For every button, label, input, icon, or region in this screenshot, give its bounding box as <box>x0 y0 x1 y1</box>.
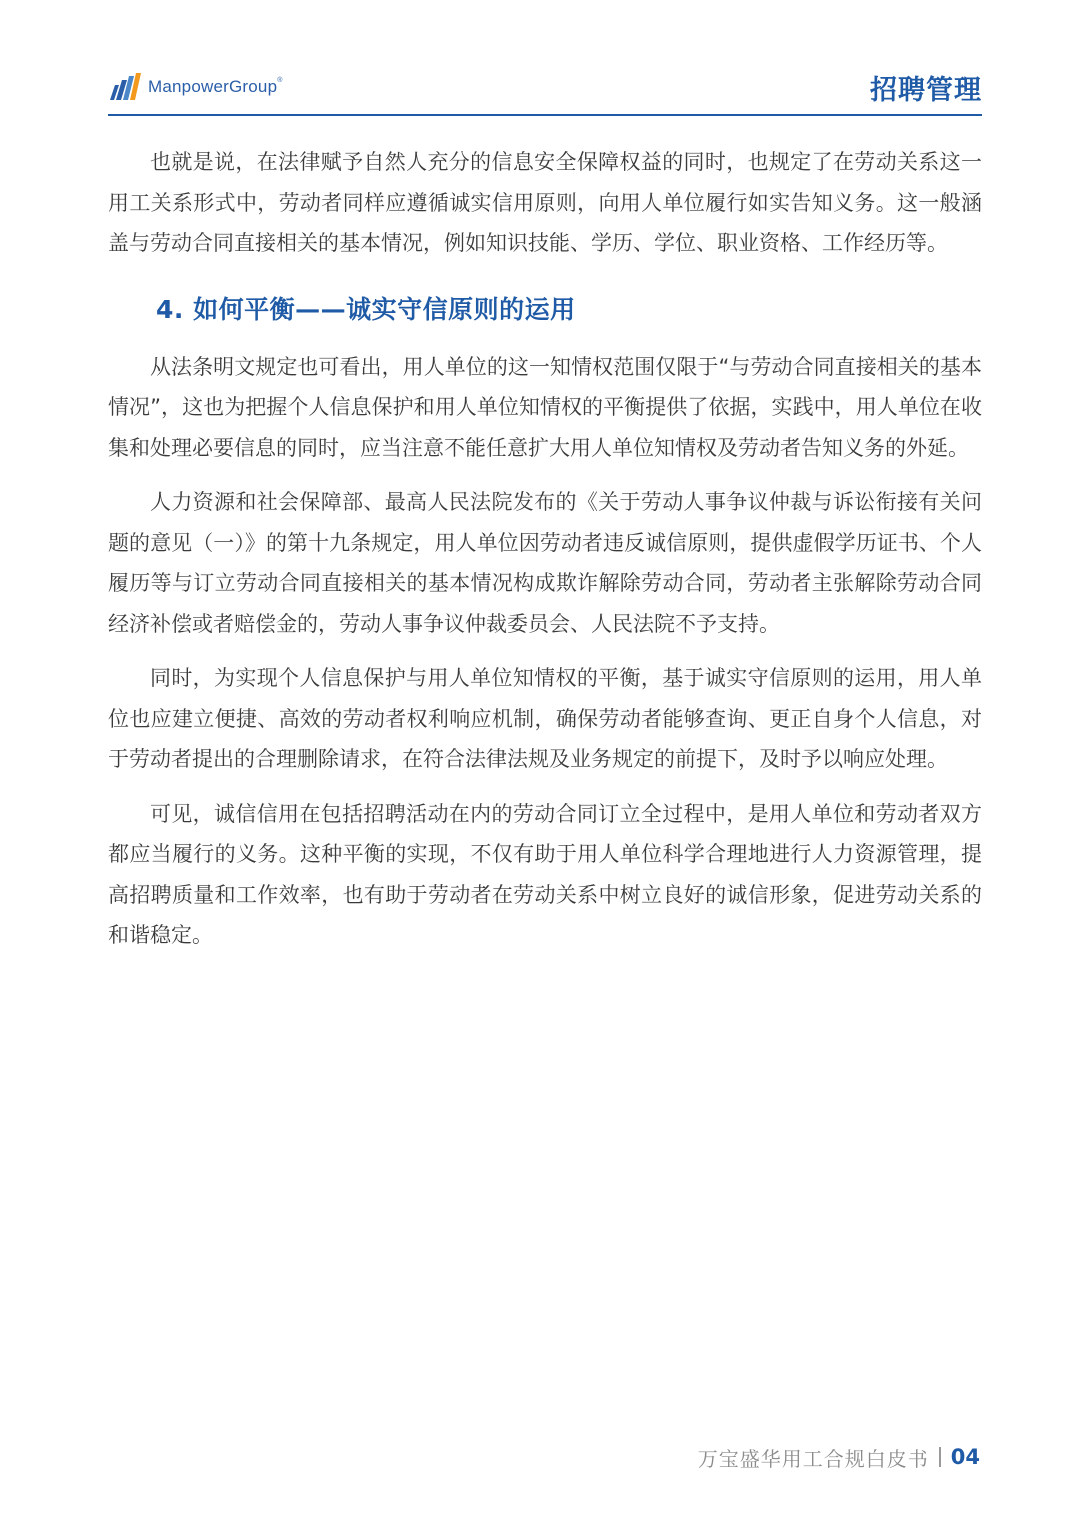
section-heading: 4. 如何平衡——诚实守信原则的运用 <box>156 294 576 324</box>
page-body <box>108 142 982 970</box>
footer-doc-title: 万宝盛华用工合规白皮书 <box>697 1446 929 1471</box>
logo-wordmark: ManpowerGroup® <box>148 77 283 96</box>
manpowergroup-logo <box>108 70 283 104</box>
body-paragraph-4: 同时，为实现个人信息保护与用人单位知情权的平衡，基于诚实守信原则的运用，用人单位也应建立便捷、高效的劳动者权利响应机制，确保劳动者能够查询、更正自身个人信息，对于劳动者提出的合理删除请求，在符合法律法规及业务规定的前提下，及时予以响应处理。 <box>108 666 982 771</box>
page-header <box>108 62 982 116</box>
body-paragraph-1: 也就是说，在法律赋予自然人充分的信息安全保障权益的同时，也规定了在劳动关系这一用工关系形式中，劳动者同样应遵循诚实信用原则，向用人单位履行如实告知义务。这一般涵盖与劳动合同直接相关的基本情况，例如知识技能、学历、学位、职业资格、工作经历等。 <box>108 150 982 255</box>
body-paragraph-5: 可见，诚信信用在包括招聘活动在内的劳动合同订立全过程中，是用人单位和劳动者双方都应当履行的义务。这种平衡的实现，不仅有助于用人单位科学合理地进行人力资源管理，提高招聘质量和工作效率，也有助于劳动者在劳动关系中树立良好的诚信形象，促进劳动关系的和谐稳定。 <box>108 801 982 947</box>
body-paragraph-2: 从法条明文规定也可看出，用人单位的这一知情权范围仅限于“与劳动合同直接相关的基本情况”，这也为把握个人信息保护和用人单位知情权的平衡提供了依据，实践中，用人单位在收集和处理必要信息的同时，应当注意不能任意扩大用人单位知情权及劳动者告知义务的外延。 <box>108 354 982 460</box>
section-title: 招聘管理 <box>870 75 982 106</box>
footer-divider <box>939 1447 941 1467</box>
logo-mark-icon <box>108 73 142 101</box>
page-number: 04 <box>950 1445 980 1469</box>
body-paragraph-3: 人力资源和社会保障部、最高人民法院发布的《关于劳动人事争议仲裁与诉讼衔接有关问题的意见（一）》的第十九条规定，用人单位因劳动者违反诚信原则，提供虚假学历证书、个人履历等与订立劳动合同直接相关的基本情况构成欺诈解除劳动合同，劳动者主张解除劳动合同经济补偿或者赔偿金的，劳动人事争议仲裁委员会、人民法院不予支持。 <box>108 490 982 636</box>
page-footer <box>698 1441 980 1473</box>
